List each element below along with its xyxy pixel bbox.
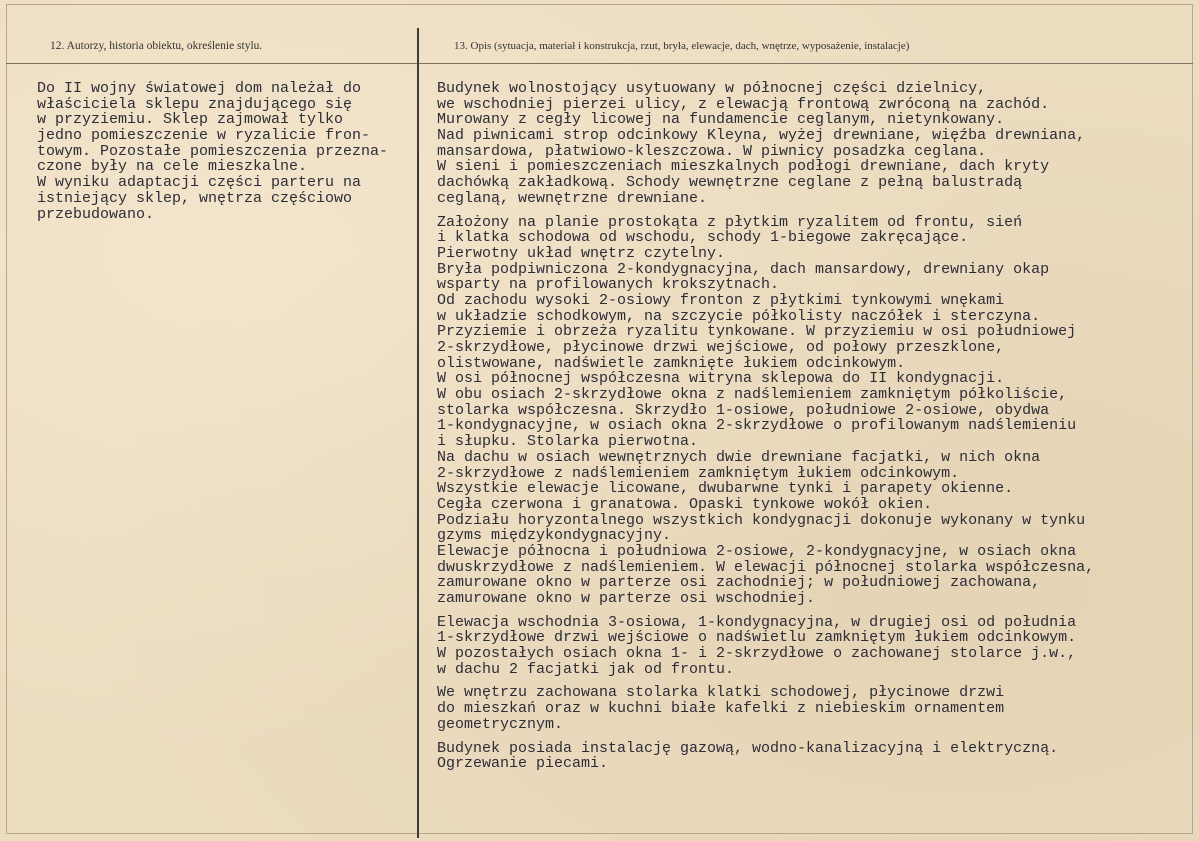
description-line: gzyms międzykondygnacyjny. <box>437 527 672 545</box>
history-line: W wyniku adaptacji części parteru na <box>37 174 362 192</box>
description-line: zamurowane okno w parterze osi zachodniej; w południowej zachowana, <box>437 574 1041 592</box>
description-line: W obu osiach 2-skrzydłowe okna z nadślemieniem zamkniętym półkoliście, <box>437 386 1068 404</box>
history-line: w przyziemiu. Sklep zajmował tylko <box>37 111 344 129</box>
description-line: do mieszkań oraz w kuchni białe kafelki z niebieskim ornamentem <box>437 700 1005 718</box>
description-line: zamurowane okno w parterze osi wschodniej. <box>437 590 816 607</box>
description-line: Pierwotny układ wnętrz czytelny. <box>437 244 726 262</box>
description-line: geometrycznym. <box>437 715 564 733</box>
description-line: w układzie schodkowym, na szczycie półkolisty naczółek i sterczyna. <box>437 307 1041 325</box>
description-paragraph <box>437 741 1182 772</box>
description-line: Budynek posiada instalację gazową, wodno-kanalizacyjną i elektryczną. <box>437 739 1059 757</box>
description-line: W sieni i pomieszczeniach mieszkalnych podłogi drewniane, dach kryty <box>437 158 1050 176</box>
description-paragraph <box>437 81 1182 207</box>
description-line: Wszystkie elewacje licowane, dwubarwne tynki i parapety okienne. <box>437 480 1014 498</box>
description-line: We wnętrzu zachowana stolarka klatki schodowej, płycinowe drzwi <box>437 684 1005 702</box>
section-12-heading: 12. Autorzy, historia obiektu, określenie stylu. <box>50 40 263 52</box>
description-line: dwuskrzydłowe z nadślemieniem. W elewacji północnej stolarka współczesna, <box>437 558 1095 576</box>
description-line: stolarka współczesna. Skrzydło 1-osiowe, południowe 2-osiowe, obydwa <box>437 401 1050 419</box>
description-line: wsparty na profilowanych krokszytnach. <box>437 276 780 294</box>
description-line: Nad piwnicami strop odcinkowy Kleyna, wyżej drewniane, więźba drewniana, <box>437 127 1086 145</box>
section-13-heading: 13. Opis (sytuacja, materiał i konstrukcja, rzut, bryła, elewacje, dach, wnętrze, wyposażenie, instalacje) <box>454 40 910 52</box>
description-line: Budynek wolnostojący usytuowany w północnej części dzielnicy, <box>437 80 987 97</box>
description-line: ceglaną, wewnętrzne drewniane. <box>437 189 708 207</box>
description-line: 2-skrzydłowe z nadślemieniem zamkniętym łukiem odcinkowym. <box>437 464 960 482</box>
history-line: właściciela sklepu znajdującego się <box>37 95 353 113</box>
description-line: Ogrzewanie piecami. <box>437 755 609 773</box>
description-line: i klatka schodowa od wschodu, schody 1-biegowe zakręcające. <box>437 229 969 247</box>
description-line: Przyziemie i obrzeża ryzalitu tynkowane. W przyziemiu w osi południowej <box>437 323 1077 341</box>
history-column <box>37 81 422 222</box>
description-line: mansardowa, płatwiowo-kleszczowa. W piwnicy posadzka ceglana. <box>437 142 987 160</box>
description-column <box>437 81 1182 772</box>
description-line: Bryła podpiwniczona 2-kondygnacyjna, dach mansardowy, drewniany okap <box>437 260 1050 278</box>
history-line: towym. Pozostałe pomieszczenia przezna- <box>37 142 389 160</box>
history-line: czone były na cele mieszkalne. <box>37 158 308 176</box>
description-line: 1-skrzydłowe drzwi wejściowe o nadświetlu zamkniętym łukiem odcinkowym. <box>437 629 1077 647</box>
description-line: W osi północnej współczesna witryna sklepowa do II kondygnacji. <box>437 370 1005 388</box>
header-rule <box>6 63 1193 64</box>
description-line: dachówką zakładkową. Schody wewnętrzne ceglane z pełną balustradą <box>437 174 1023 192</box>
description-paragraph <box>437 215 1182 607</box>
description-line: 1-kondygnacyjne, w osiach okna 2-skrzydłowe o profilowanym nadślemieniu <box>437 417 1077 435</box>
description-line: w dachu 2 facjatki jak od frontu. <box>437 660 735 678</box>
description-line: Elewacja wschodnia 3-osiowa, 1-kondygnacyjna, w drugiej osi od południa <box>437 613 1077 631</box>
description-line: i słupku. Stolarka pierwotna. <box>437 433 699 451</box>
description-line: Cegła czerwona i granatowa. Opaski tynkowe wokół okien. <box>437 495 933 513</box>
description-line: Od zachodu wysoki 2-osiowy fronton z płytkimi tynkowymi wnękami <box>437 291 1005 309</box>
history-line: jedno pomieszczenie w ryzalicie fron- <box>37 127 371 145</box>
description-line: Podziału horyzontalnego wszystkich kondygnacji dokonuje wykonany w tynku <box>437 511 1086 529</box>
description-line: Założony na planie prostokąta z płytkim ryzalitem od frontu, sień <box>437 213 1023 231</box>
description-line: Elewacje północna i południowa 2-osiowe, 2-kondygnacyjne, w osiach okna <box>437 542 1077 560</box>
history-line: Do II wojny światowej dom należał do <box>37 80 362 97</box>
description-line: we wschodniej pierzei ulicy, z elewacją frontową zwróconą na zachód. <box>437 95 1050 113</box>
description-paragraph <box>437 685 1182 732</box>
description-line: Murowany z cegły licowej na fundamencie ceglanym, nietynkowany. <box>437 111 1005 129</box>
description-line: 2-skrzydłowe, płycinowe drzwi wejściowe, od połowy przeszklone, <box>437 339 1005 356</box>
description-line: W pozostałych osiach okna 1- i 2-skrzydłowe o zachowanej stolarce j.w., <box>437 645 1077 663</box>
history-line: przebudowano. <box>37 205 155 223</box>
description-line: Na dachu w osiach wewnętrznych dwie drewniane facjatki, w nich okna <box>437 448 1041 466</box>
description-paragraph <box>437 615 1182 678</box>
description-line: olistwowane, nadświetle zamknięte łukiem odcinkowym. <box>437 354 906 372</box>
history-line: istniejący sklep, wnętrza częściowo <box>37 189 353 207</box>
